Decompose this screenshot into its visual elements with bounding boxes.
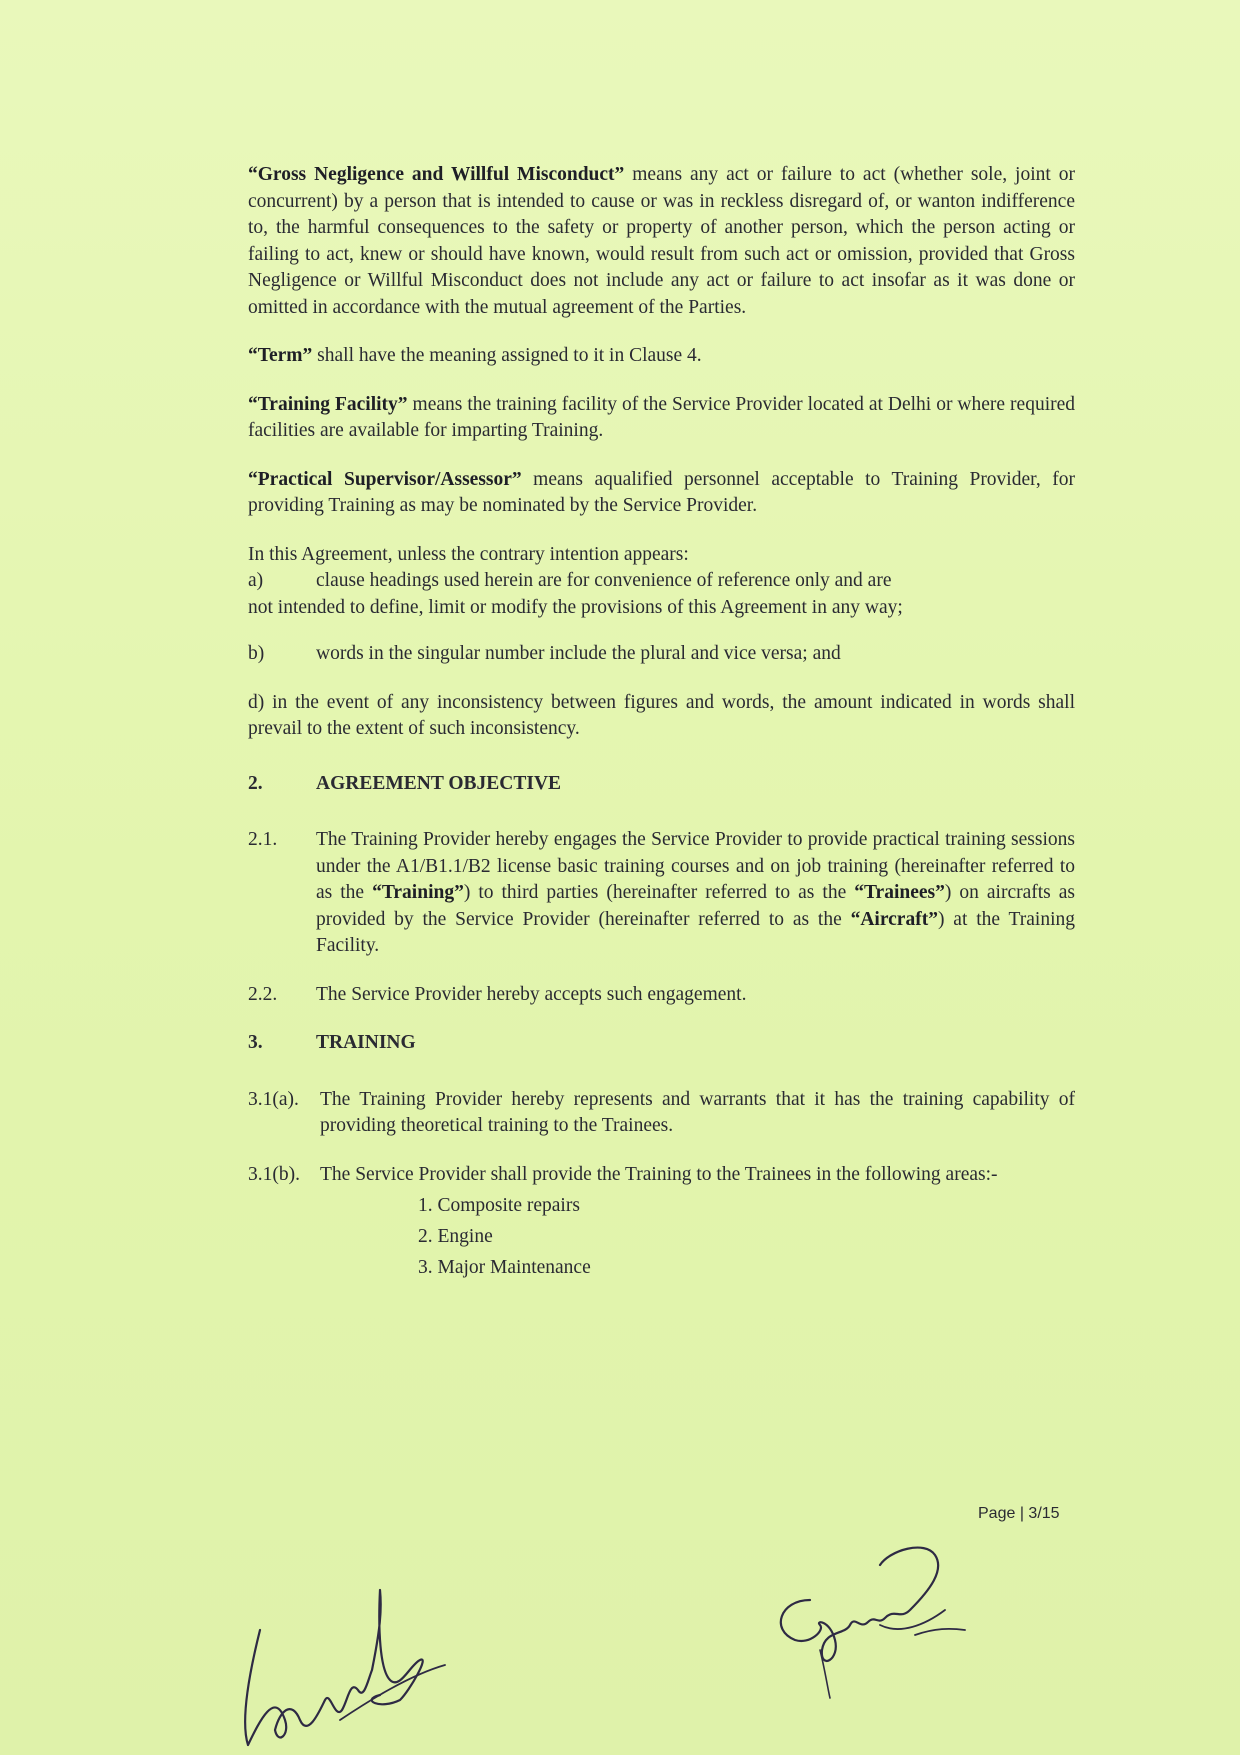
interpretation-intro: In this Agreement, unless the contrary intention appears: [248,543,689,565]
interpretation-item-b [248,641,1075,668]
clause-text: The Training Provider hereby represents and warrants that it has the training capability of providing theoretical training to the Trainees. [320,1088,1075,1136]
item-label: a) [248,570,264,591]
clause-text-part: ) on aircrafts as provided by the Service Provider (hereinafter referred to as the [316,882,1076,930]
defined-term: “Trainees” [854,882,945,903]
item-text: clause headings used herein are for convenience of reference only and are [316,570,892,591]
clause-2-2 [248,982,1075,1009]
signature-right [750,1530,990,1700]
defined-term: “Practical Supervisor/Assessor” [248,468,522,490]
definition-text: means any act or failure to act (whether sole, joint or concurrent) by a person that is intended to cause or was in reckless disregard of, or wanton indifference to, the harmful consequences to the safety or property of another person, which the person acting or failing to act, knew or should have known, would result from such act or omission, provided that Gross Negligence or Willful Misconduct does not include any act or failure to act insofar as it was done or omitted in accordance with the mutual agreement of the Parties. [248,164,1075,318]
section-heading-agreement-objective [248,771,1075,798]
clause-text-part: ) to third parties (hereinafter referred to as the [463,882,855,903]
clause-number: 3.1(a). [248,1088,299,1110]
signature-left [230,1570,490,1750]
item-label: b) [248,643,265,664]
item-text: words in the singular number include the plural and vice versa; and [316,643,841,664]
definition-term [248,343,1075,370]
list-item: 1. Composite repairs [418,1195,580,1216]
clause-number: 3.1(b). [248,1163,300,1185]
list-item: 3. Major Maintenance [418,1257,591,1278]
section-number: 2. [248,772,263,794]
clause-text-part: ) at the Training Facility. [316,908,1075,956]
document-body [248,162,1075,1283]
clause-text: The Service Provider hereby accepts such engagement. [316,983,747,1005]
clause-3-1-a [248,1087,1075,1140]
clause-number: 2.2. [248,983,278,1005]
section-heading-training [248,1030,1075,1057]
list-item: 2. Engine [418,1226,493,1247]
section-number: 3. [248,1032,263,1053]
defined-term: “Term” [248,345,313,366]
clause-text: The Service Provider shall provide the Training to the Trainees in the following areas:- [320,1163,998,1185]
definition-text: shall have the meaning assigned to it in Clause 4. [312,345,702,366]
defined-term: “Training Facility” [248,393,408,415]
defined-term: “Aircraft” [850,908,938,930]
definition-gross-negligence [248,162,1075,321]
definition-training-facility [248,392,1075,445]
clause-number: 2.1. [248,829,278,850]
definition-practical-supervisor [248,467,1075,520]
page-number: Page | 3/15 [978,1505,1060,1522]
defined-term: “Training” [372,882,464,903]
clause-3-1-b [248,1162,1075,1189]
section-title: TRAINING [316,1032,416,1053]
interpretation-item-d: d) in the event of any inconsistency between figures and words, the amount indicated in words shall prevail to the extent of such inconsistency. [248,691,1075,739]
defined-term: “Gross Negligence and Willful Misconduct” [248,164,625,185]
clause-text-part: The Training Provider hereby engages the Service Provider to provide practical training sessions under the A1/B1.1/B2 license basic training courses and on job training (hereinafter referred to as the [316,829,1075,903]
section-title: AGREEMENT OBJECTIVE [316,772,562,794]
interpretation-item-a [248,568,1075,595]
definition-text: means the training facility of the Service Provider located at Delhi or where required facilities are available for imparting Training. [248,393,1076,441]
clause-2-1 [248,827,1075,960]
clause-text [316,827,1075,960]
training-areas-list [418,1190,1075,1283]
definition-text: means aqualified personnel acceptable to Training Provider, for providing Training as may be nominated by the Service Provider. [248,468,1075,516]
interpretation-item-a-continued: not intended to define, limit or modify the provisions of this Agreement in any way; [248,596,903,618]
